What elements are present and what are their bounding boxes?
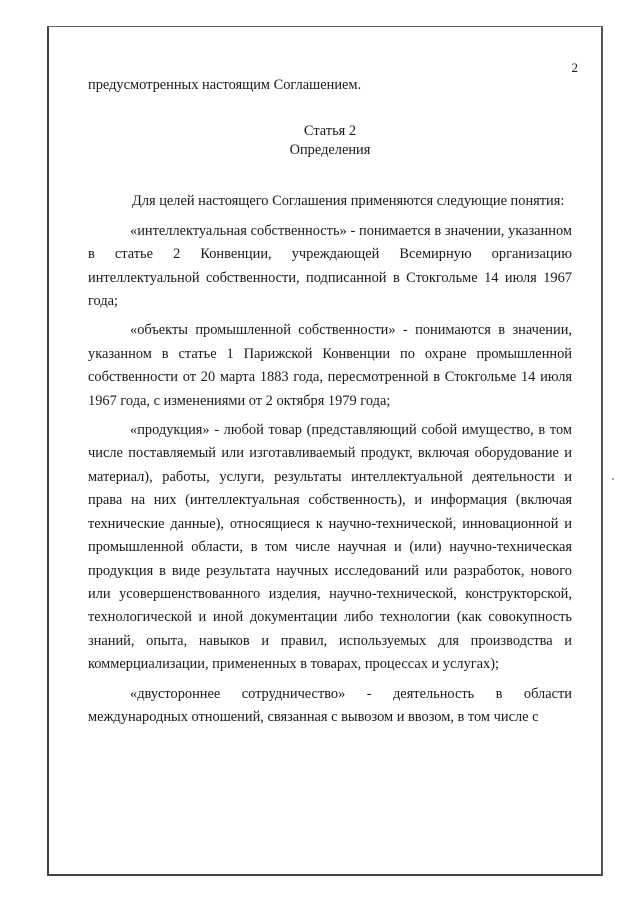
paragraph-intro: Для целей настоящего Соглашения применяются следующие понятия: [132, 193, 565, 210]
paragraph-definition-intellectual-property: «интеллектуальная собственность» - понимается в значении, указанном в статье 2 Конвенции, учреждающей Всемирную организацию интеллектуальной собственности, подписанной в Стокгольме 14 июля 1967 года; [88, 222, 572, 310]
definitions-list [88, 190, 572, 729]
document-body [88, 60, 572, 735]
paragraph-definition-industrial-property: «объекты промышленной собственности» - понимаются в значении, указанном в статье 1 Парижской Конвенции по охране промышленной собственности от 20 марта 1883 года, пересмотренной в Стокгольме 14 июля 1967 года, с изменениями от 2 октября 1979 года; [88, 322, 572, 409]
paragraph-definition-products: «продукция» - любой товар (представляющий собой имущество, в том числе поставляемый или изготавливаемый продукт, включая оборудование и материал), работы, услуги, результаты интеллектуальной деятельности и права на них (интеллектуальная собственность), и информация (включая технические данные), относящиеся к научно-технической, инновационной и промышленной области, в том числе научная и (или) научно-техническая продукция в виде результата научных исследований или разработок, нового или усовершенствованного изделия, научно-технической, конструкторской, технологической и иной документации либо технологии (как совокупность знаний, опыта, навыков и правил, используемых для производства и коммерциализации, примененных в товарах, процессах и услугах); [88, 422, 572, 673]
article-subtitle: Определения [289, 142, 371, 159]
scan-speck [612, 478, 614, 480]
paragraph-definition-bilateral-cooperation: «двустороннее сотрудничество» - деятельность в области международных отношений, связанная с вывозом и ввозом, в том числе с [88, 685, 572, 725]
continuation-line: предусмотренных настоящим Соглашением. [88, 77, 362, 93]
article-heading [88, 122, 572, 160]
page-number: 2 [571, 60, 578, 75]
article-title: Статья 2 [303, 123, 357, 140]
